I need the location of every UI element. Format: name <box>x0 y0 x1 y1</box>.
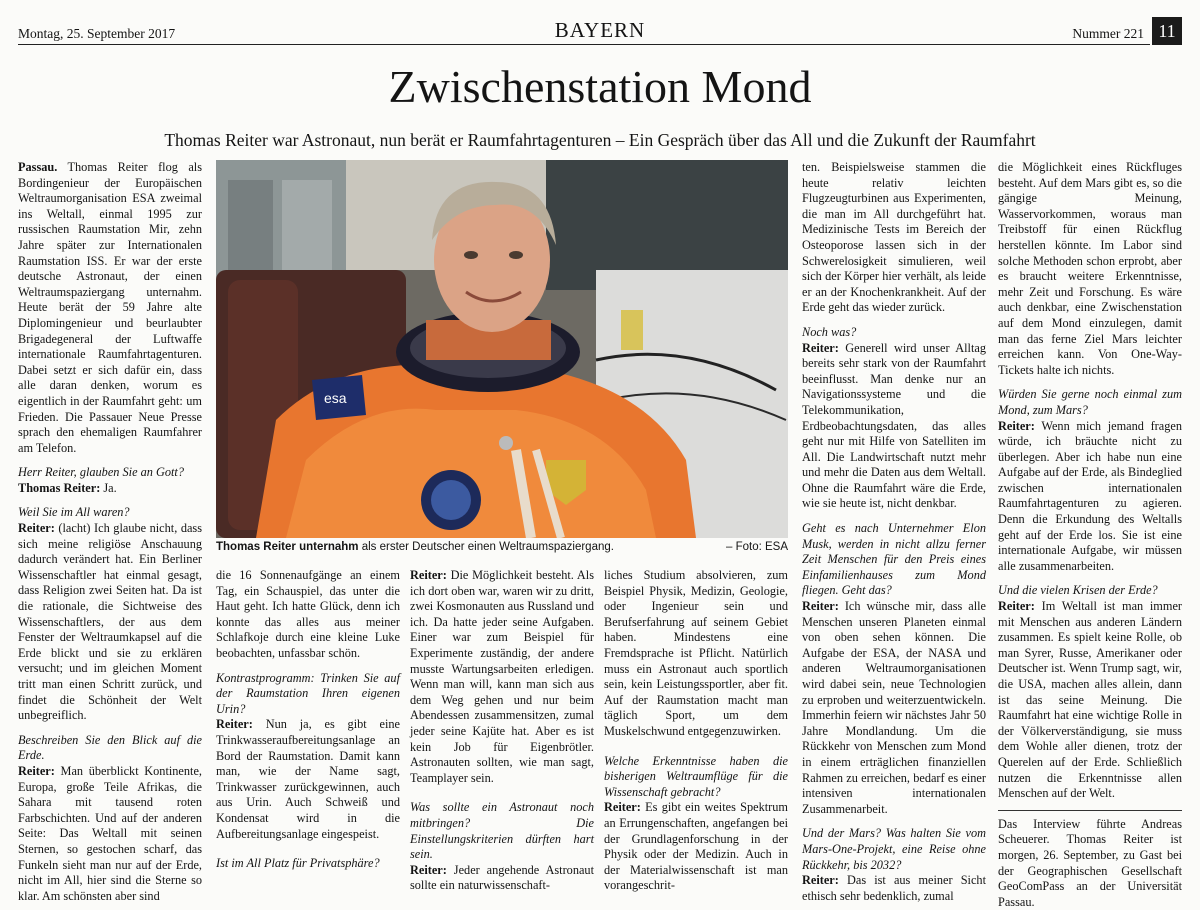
answer-text: (lacht) Ich glaube nicht, dass sich meine religiöse Anschauung dadurch verändert hat. Ein Berliner Wissenschaftler hat einmal gesagt, dass Religion zwei Seiten hat. Da ist die rationale, die Sichtweise des Wissenschaftlers, der aus dem Fenster der Weltraumkapsel auf die Erde blickt und sie zu erklären versucht; und im gleichen Moment tritt man einen Schritt zurück, und findet die Schönheit der Welt unbegreiflich. <box>18 521 202 723</box>
answer-text: Ja. <box>100 480 117 495</box>
speaker-label: Reiter: <box>410 862 447 877</box>
answer <box>410 568 594 786</box>
article-column-3 <box>410 568 594 894</box>
photo-illustration <box>216 160 788 538</box>
answer-text: Nun ja, es gibt eine Trinkwasseraufbereitungsanlage an Bord der Raumstation. Damit kann man, wie der Name sagt, Trinkwasser zurückgewinnen, auch aus Urin. Auch Schweiß und Kondensat wird in die Aufbereitungsanlage eingespeist. <box>216 717 400 841</box>
question: Geht es nach Unternehmer Elon Musk, werden in nicht allzu ferner Zeit Menschen für den Preis eines Einfamilienhauses zum Mond fliegen. Geht das? <box>802 521 986 598</box>
speaker-label: Thomas Reiter: <box>18 480 101 495</box>
answer <box>998 599 1182 802</box>
article-column-5 <box>802 160 986 904</box>
astronaut-photo <box>216 160 788 538</box>
question: Was sollte ein Astronaut noch mitbringen? Die Einstellungskriterien dürften hart sein. <box>410 800 594 862</box>
question: Noch was? <box>802 324 857 339</box>
answer <box>998 419 1182 575</box>
question: Kontrastprogramm: Trinken Sie auf der Raumstation Ihren eigenen Urin? <box>216 670 400 716</box>
article-column-4 <box>604 568 788 894</box>
article-column-2 <box>216 568 400 872</box>
answer-text: Im Weltall ist man immer mit Menschen aus anderen Ländern zusammen. Es spielt keine Rolle, ob man Syrer, Russe, Amerikaner oder Deutscher ist. Wenn Trump sagt, wir, die USA, machen alles allein, dann ist das seine Meinung. Die Raumfahrt hat eine wichtige Rolle in der Völkerverständigung, sie muss dem Wohle aller dienen, trotz der Querelen auf der Erde. Schließlich nutzen die Erkenntnisse allen Menschen auf der Welt. <box>998 599 1182 801</box>
answer <box>410 863 594 894</box>
answer-text: Man überblickt Kontinente, Europa, große Teile Afrikas, die Sahara mit tausend roten Farbschichten. Und auf der anderen Seite: Das Weltall mit seinen Sternen, so gestochen scharf, das Funkeln sieht man nur auf der Erde, nicht im All, hier sind die Sterne so klar. Am schönsten aber sind <box>18 763 202 903</box>
question: Und die vielen Krisen der Erde? <box>998 583 1158 598</box>
article-column-1 <box>18 160 202 904</box>
answer <box>18 764 202 904</box>
paragraph: liches Studium absolvieren, zum Beispiel Physik, Medizin, Geologie, oder Ingenieur sein und Berufserfahrung auf seinem Gebiet haben. Mindestens eine Fremdsprache ist Pflicht. Natürlich muss ein Astronaut auch sportlich sein, kein Leistungssportler, aber fit. Auf der Raumstation macht man täglich Sport, um dem Muskelschwund entgegenzuwirken. <box>604 568 788 738</box>
question: Welche Erkenntnisse haben die bisherigen Weltraumflüge für die Wissenschaft gebracht? <box>604 753 788 799</box>
interview-note: Das Interview führte Andreas Scheuerer. Thomas Reiter ist morgen, 26. September, zu Gast bei der Geographischen Gesellschaft GeoComPass an der Universität Passau. <box>998 816 1182 909</box>
speaker-label: Reiter: <box>410 568 447 582</box>
answer-text: Das ist aus meiner Sicht ethisch sehr bedenklich, zumal <box>802 873 986 903</box>
article-column-6 <box>998 160 1182 910</box>
answer <box>216 717 400 842</box>
caption-text: als erster Deutscher einen Weltraumspaziergang. <box>358 541 614 553</box>
photo-caption <box>216 541 788 553</box>
speaker-label: Reiter: <box>998 599 1035 614</box>
question: Ist im All Platz für Privatsphäre? <box>216 856 380 871</box>
closing-rule <box>998 810 1182 811</box>
issue-date: Montag, 25. September 2017 <box>18 26 176 41</box>
answer-text: Ich wünsche mir, dass alle Menschen unseren Planeten einmal von oben sehen können. Die Aufgabe der ESA, der NASA und anderen Weltraumorganisationen wird dabei sein, neue Technologien zu erproben und weiterzuentwickeln. Immerhin feiern wir nächstes Jahr 50 Jahre Mondlandung. Um die Rückkehr von Menschen zum Mond in einem erträglichen finanziellen Rahmen zu erreichen, bedarf es einer intensiven internationalen Zusammenarbeit. <box>802 599 986 816</box>
masthead-rule <box>18 44 1150 45</box>
answer <box>604 800 788 894</box>
speaker-label: Reiter: <box>802 340 839 355</box>
answer <box>802 873 986 904</box>
section-title: BAYERN <box>554 18 646 42</box>
question: Und der Mars? Was halten Sie vom Mars-One-Projekt, eine Reise ohne Rückkehr, bis 2032? <box>802 826 986 872</box>
issue-number: Nummer 221 <box>1072 26 1144 41</box>
speaker-label: Reiter: <box>802 599 839 614</box>
intro-paragraph <box>18 160 202 456</box>
question: Beschreiben Sie den Blick auf die Erde. <box>18 732 202 763</box>
masthead <box>18 14 1182 48</box>
speaker-label: Reiter: <box>802 873 839 888</box>
answer-text: Es gibt ein weites Spektrum an Errungenschaften, angefangen bei der Grundlagenforschung in der Physik oder der Medizin. Auch in der Materialwissenschaft ist man vorangeschrit- <box>604 800 788 893</box>
answer <box>802 599 986 817</box>
question: Würden Sie gerne noch einmal zum Mond, zum Mars? <box>998 387 1182 417</box>
paragraph: die Möglichkeit eines Rückfluges besteht. Auf dem Mars gibt es, so die gängige Meinung, Wasservorkommen, woraus man Treibstoff für einen Rückflug herstellen könnte. Im Labor sind solche Methoden schon erprobt, aber es braucht weitere Erkenntnisse, mehr Zeit und Forschung. Es wäre auch denkbar, eine Zwischenstation auf dem Mond einzulegen, damit man das ferne Ziel Mars leichter erreichen kann. Von One-Way-Tickets halte ich nichts. <box>998 160 1182 377</box>
question: Weil Sie im All waren? <box>18 505 130 520</box>
subheadline: Thomas Reiter war Astronaut, nun berät er Raumfahrtagenturen – Ein Gespräch über das All und die Zukunft der Raumfahrt <box>164 130 1036 150</box>
speaker-label: Reiter: <box>18 763 55 778</box>
headline: Zwischenstation Mond <box>388 61 812 112</box>
answer <box>802 341 986 513</box>
speaker-label: Reiter: <box>18 521 55 536</box>
esa-patch-text: esa <box>324 390 347 406</box>
answer-text: Die Möglichkeit besteht. Als ich dort oben war, waren wir zu dritt, zwei Kosmonauten aus Russland und ich. Da hatte jeder seine Aufgaben. Einer war zum Beispiel für Experimente zuständig, der andere musste Wartungsarbeiten erledigen. Wenn man will, kann man sich aus dem Weg gehen und nur beim Abendessen zusammensitzen, zumal jeder seine Kajüte hat. Aber es ist kein Job für Eigenbrötler. Astronauten sollten, wie man sagt, Teamplayer sein. <box>410 568 594 785</box>
page-number: 11 <box>1152 17 1182 45</box>
speaker-label: Reiter: <box>998 418 1035 433</box>
question: Herr Reiter, glauben Sie an Gott? <box>18 465 184 480</box>
paragraph: die 16 Sonnenaufgänge an einem Tag, ein Schauspiel, das unter die Haut geht. Ich hatte Glück, denn ich konnte das alles aus meiner Schlafkoje durch eine kleine Luke beobachten, unfassbar schön. <box>216 568 400 660</box>
answer-text: Generell wird unser Alltag bereits sehr stark von der Raumfahrt beeinflusst. Man denke nur an Navigationssysteme und die Telekommunikation, Erdbeobachtungsdaten, das alles geht nur mit Hilfe von Satelliten im All. Die Landwirtschaft nutzt mehr und mehr die Daten aus dem Weltall. Ohne die Raumfahrt wäre die Erde, wie sie heute ist, nicht denkbar. <box>802 340 986 511</box>
speaker-label: Reiter: <box>216 717 253 732</box>
speaker-label: Reiter: <box>604 800 641 815</box>
answer <box>18 481 202 497</box>
photo-credit: – Foto: ESA <box>725 541 788 553</box>
answer <box>18 521 202 724</box>
dateline: Passau. <box>18 160 58 174</box>
paragraph: ten. Beispielsweise stammen die heute relativ leichten Flugzeugturbinen aus Experimenten, die man im All durchgeführt hat. Medizinische Tests im Bereich der Osteoporose lassen sich in der Schwerelosigkeit simulieren, weil sich der Körper hier verhält, als leide er an der Knochenkrankheit. Auf der Erde geht das wieder zurück. <box>802 160 986 315</box>
answer-text: Jeder angehende Astronaut sollte ein naturwissenschaft- <box>410 862 594 893</box>
answer-text: Wenn mich jemand fragen würde, ich bräuchte nicht zu überlegen. Aber ich habe nun eine Aufgabe auf der Erde, als Bindeglied zwischen internationalen Raumfahrtagenturen zu agieren. Denn die Erkundung des Weltalls geht auf der Erde los. Sie ist eine internationale Aufgabe, wir müssen alle zusammenarbeiten. <box>998 418 1182 573</box>
caption-lead: Thomas Reiter unternahm <box>216 541 359 553</box>
intro-text: Thomas Reiter flog als Bordingenieur der Europäischen Weltraumorganisation ESA zweimal ins Weltall, einmal 1995 zur russischen Raumstation Mir, zehn Jahre später zur Internationalen Raumstation ISS. Er war der erste deutsche Astronaut, der einen Weltraumspaziergang unternahm. Heute berät der 59 Jahre alte Diplomingenieur und beurlaubter Brigadegeneral der Luftwaffe internationale Raumfahrtagenturen. Dabei setzt er sich dafür ein, dass alle daran denken, worum es eigentlich in der Raumfahrt geht: um Frieden. Die Passauer Neue Presse sprach den ehemaligen Raumfahrer am Telefon. <box>18 160 202 455</box>
